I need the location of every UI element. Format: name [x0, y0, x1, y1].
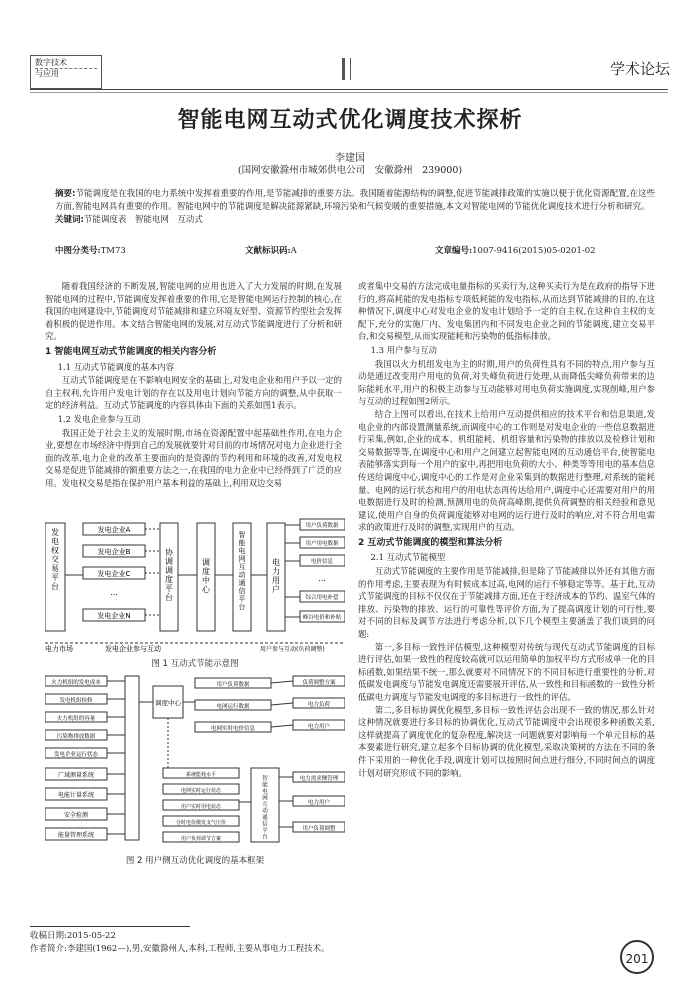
journal-badge-line2: 与应用: [35, 69, 59, 78]
fig1-right-item: 用户负荷数据: [305, 523, 339, 529]
fig2-left-top: [45, 676, 107, 758]
fig1-gen-col-label: 发电权交易平台: [51, 528, 59, 591]
fig1-interact-label: 智能电网互动通信平台: [238, 531, 246, 611]
fig2-mid-top: [195, 678, 271, 732]
header-divider-bar: [342, 58, 345, 80]
paragraph: 我国正处于社会主义的发展时期,市场在资源配置中起基础性作用,在电力企业,要想在市场经济中得到自己的发展就要针对目前的市场情况对电力企业进行全面的改革,电力企业的改革主要面向的是资源的节约利用和环境的改善,对发电权交易是促进节能减排的额重要方法之一,在我国的电力企业中已经得到了广泛的应用。发电权交易是指在保护用户基本利益的基础上,利用双边交易: [45, 427, 342, 488]
fig2-left-item: 发电企业运行状态: [53, 752, 99, 758]
keywords-label: 关键词:: [55, 215, 84, 225]
fig1-enterprise-a: 发电企业A: [97, 526, 131, 534]
fig1-user-label: 电力用户: [272, 558, 280, 594]
subsection-heading-2-1: 2.1 互动式节能模型: [370, 552, 446, 563]
section-label: 学术论坛: [609, 60, 670, 78]
paragraph: 结合上图可以看出,在技术上给用户互动提供相应的技术平台和信息渠道,发电企业的内部设置测量系统,而调度中心的工作则是对发电企业的一些信息数据进行采集,例如,企业的成本、机组能耗、机组容量和污染物的排放以及检修计划和交易数据等等,在调度中心和用户之间建立起智能电网的互动通信平台,使智能电表能够落实到每一个用户的家中,再把用电负荷的大小、种类等等用电的基本信息传送给调度中心,调度中心的工作是对企业采集到的数据进行整理,对系统的能耗量、电网的运行状态和用户的用电状态再传达给用户,调度中心还需要对用户的用电数据进行及时的检测,预测用电的负荷高峰期,提供负荷调整的相关经验和意见建议,使用户自身的负荷调度能够对电网的运行进行及时的响应,对不符合用电需求的政策进行及时的调整,实现用户的互动。: [358, 408, 655, 533]
fig1-bottom-mid: 发电企业参与互动: [105, 645, 161, 653]
abstract-text: 节能调度是在我国的电力系统中发挥着重要的作用,是节能减排的重要方法。我国随着能源结构的调整,促进节能减排政策的实施以便于优化资源配置,在这些方面,智能电网具有重要的作用。智能电网中的节能调度是解决能源紧缺,环境污染和气候变暖的重要措施,本文对智能电网的节能优化调度技术进行分析和研究。: [55, 189, 655, 212]
header-rule: [30, 89, 668, 90]
subsection-heading-1-3: 1.3 用户参与互动: [370, 344, 437, 355]
fig1-right-item: 峰谷电价和补贴: [302, 615, 342, 621]
paragraph: 随着我国经济的不断发展,智能电网的应用也进入了大力发展的时期,在发展智能电网的过程中,节能调度发挥着重要的作用,它是智能电网运行控制的核心,在我国的电网建设中,节能调度对节能减排和建立环境友好型、资源节约型社会发挥着积极的促进作用。本文结合智能电网的发展,对互动式节能调度进行了分析和研究。: [45, 281, 342, 342]
paragraph: 第二,多目标协调优化模型,多目标一致性评估会出现不一致的情况,那么针对这种情况就要进行多目标的协调优化,互动式节能调度中会出现很多种函数关系,这样就提高了调度优化的复杂程度,解决这一问题就要对影响每一个单元目标的基本要素进行研究,建立起多个目标协调的优化模型,采取决策树的方法在不同的条件下采用的一种优化手段,调度计划可以按照时间点进行细分,不同时间点的调度计划对研究形成不同的影响。: [358, 704, 655, 778]
fig1-enterprise-n: 发电企业N: [97, 612, 131, 620]
article-title: 智能电网互动式优化调度技术探析: [177, 108, 523, 133]
footnote-rule: [30, 926, 190, 927]
fig1-enterprise-c: 发电企业C: [97, 570, 131, 578]
fig2-left-item: 发电机组检修: [59, 698, 93, 704]
fig1-enterprise-ellipsis: ...: [110, 588, 118, 597]
fig2-left-item: 火力机组的容量: [56, 716, 96, 722]
fig1-right-items: [300, 519, 345, 622]
fig1-right-item: ...: [318, 574, 326, 583]
fig2-right-item: 负荷调整方案: [302, 680, 336, 686]
section-heading-2: 2 互动式节能调度的模型和算法分析: [358, 537, 503, 548]
abstract-block: [55, 188, 655, 227]
page-number: 201: [620, 940, 654, 974]
fig2-right-item: 电力需求侧管理: [299, 776, 339, 782]
fig2-mid-item: 用户实时用电状态: [180, 804, 222, 810]
paragraph: 我国以火力机组发电为主的时期,用户的负荷性具有不同的特点,用户参与互动是通过改变用户用电的负荷,对失峰负荷进行处理,从而降低尖峰负荷带来的边际能耗水平,用户的积极主动参与互动能够对用电负荷实施调度,实现削峰,用户参与互动的过程如图2所示。: [358, 358, 655, 407]
fig2-left-item: 火力机组的发电成本: [51, 680, 101, 686]
fig2-right-item: 用户负荷调整: [302, 826, 336, 832]
paragraph: 互动式节能调度是在不影响电网安全的基础上,对发电企业和用户予以一定的自主权利,允许用户发电计划的存在以及用电计划向节能方向的调整,从中获取一定的经济利益。互动式节能调度的内容具体由下面的关系如图1表示。: [45, 375, 342, 411]
right-column: [358, 280, 655, 779]
left-column: [45, 280, 342, 490]
fig1-bottom-left: 电力市场: [45, 645, 73, 653]
journal-badge-line1: 数字技术: [35, 58, 97, 69]
footnote: [30, 930, 330, 956]
fig2-right-top: [293, 676, 345, 730]
author-affiliation: (国网安徽滁州市城郊供电公司 安徽滁州 239000): [237, 165, 463, 176]
article-number: 文章编号:1007-9416(2015)05-0201-02: [435, 246, 596, 256]
fig2-platform-label: 智能电网互动通信平台: [262, 776, 268, 841]
document-code: 文献标识码:A: [245, 246, 297, 256]
fig1-bottom-right: 用户参与互动(负荷调整): [260, 646, 325, 653]
paragraph: 互动式节能调度的主要作用是节能减排,但是除了节能减排以外还有其他方面的作用考虑,主要表现为有时候成本过高,电网的运行不够稳定等等。基于此,互动式节能调度的目标不仅仅在于节能减排方面,还在于经济成本的节约、温室气体的排放、污染物的排放、运行的可靠性等评价方面,为了提高调度计划的可行性,要对不同的目标及调节方法进行考虑分析,以下几个模型主要涵盖了我们谈到的问题:: [358, 566, 655, 640]
fig2-left-item: 能量管理系统: [57, 832, 95, 839]
fig2-mid-item: 电网运行数据: [216, 704, 250, 710]
fig2-mid-item: 分时电价激发支气压价: [175, 820, 227, 826]
fig1-dispatch-label: 调度中心: [202, 558, 210, 594]
paragraph: 第一,多目标一致性评估模型,这种模型对传统与现代互动式节能调度的目标进行评估,如果一致性的程度较高就可以运用简单的加权平均方式形成单一化的目标函数,如果结果不统一,那么就要对不同情况下的不同目标进行重要性的分析,对低碳发电调度与节能发电调度还需要展开评估,从一致性和目标函数的一致性分析低碳电力调度与节能发电调度的多目标进行一致性的评估。: [358, 641, 655, 702]
figure-1-diagram: [45, 515, 345, 653]
fig2-mid-bottom: [163, 768, 239, 842]
header-rule-thin: [30, 92, 668, 93]
figure-2-caption: 图 2 用户侧互动优化调度的基本框架: [125, 856, 265, 866]
fig2-right-item: 电力用户: [307, 800, 331, 806]
fig2-right-item: 电力用户: [307, 724, 331, 730]
received-date: 收稿日期:2015-05-22: [30, 931, 116, 941]
fig1-enterprises: [83, 523, 145, 621]
figure-1-caption: 图 1 互动式节能示意图: [151, 659, 239, 669]
abstract-label: 摘要:: [55, 189, 76, 199]
fig2-mid-item: 用户负荷数据: [216, 682, 250, 688]
keywords-text: 节能调度表 智能电网 互动式: [83, 215, 203, 225]
fig1-coord-platform-label: 协调调度平台: [165, 548, 173, 602]
fig2-right-bottom: [293, 772, 345, 832]
fig2-right-item: 电力负荷: [307, 702, 331, 708]
fig1-enterprise-b: 发电企业B: [97, 548, 131, 556]
fig2-left-item: 污染物排放数据: [56, 734, 96, 740]
author-bio: 作者简介:李建国(1962—),男,安徽滁州人,本科,工程师,主要从事电力工程技术。: [30, 944, 330, 954]
fig2-left-item: 安全检测: [63, 812, 89, 819]
fig2-mid-item: 电网实时运行状态: [180, 788, 222, 794]
fig2-mid-item: 电网实时电价信息: [210, 726, 256, 732]
fig2-dispatch-label: 调度中心: [155, 699, 181, 707]
fig2-left-item: 广域测量系统: [57, 772, 95, 779]
fig2-mid-item: 用户负荷调节方案: [180, 836, 222, 842]
journal-badge: [30, 55, 102, 89]
subsection-heading-1-2: 1.2 发电企业参与互动: [57, 413, 141, 424]
fig2-left-bottom: [45, 768, 107, 840]
fig2-mid-item: 系统能耗水平: [185, 772, 217, 778]
clc-code: 中图分类号:TM73: [55, 246, 126, 256]
figure-2-diagram: [45, 672, 345, 850]
section-heading-1: 1 智能电网互动式节能调度的相关内容分析: [45, 346, 217, 357]
header-divider-bar-thin: [350, 58, 351, 80]
fig1-right-item: 用户用电数据: [305, 541, 339, 547]
author-name: 李建国: [335, 153, 365, 164]
fig1-right-item: 电价信息: [310, 559, 334, 565]
fig2-left-item: 电能计量系统: [57, 792, 95, 799]
fig2-bus-left: [125, 676, 139, 840]
subsection-heading-1-1: 1.1 互动式节能调度的基本内容: [57, 361, 175, 372]
fig1-right-item: 综合用电补偿: [305, 595, 339, 601]
paragraph: 或者集中交易的方法完成电量指标的买卖行为,这种买卖行为是在政府的指导下进行的,将高耗能的发电指标专项低耗能的发电指标,从而达到节能减排的目的,在这种情况下,调度中心对发电企业的发电计划给予一定的自主权,在这种自主权的支配下,充分的实施厂内、发电集团内和不同发电企业之间的节能调度,建立交易平台,和交易模型,从而实现能耗和污染物的低指标排放。: [358, 281, 655, 342]
